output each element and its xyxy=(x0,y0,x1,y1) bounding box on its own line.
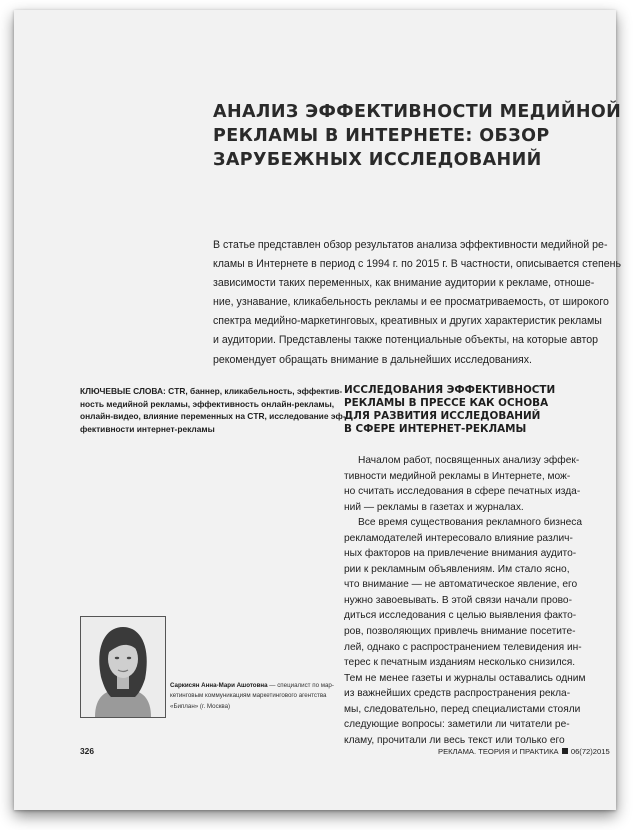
page-number: 326 xyxy=(80,746,94,756)
abstract xyxy=(213,236,622,370)
article-title-line: АНАЛИЗ ЭФФЕКТИВНОСТИ МЕДИЙНОЙ xyxy=(213,102,622,122)
article-title xyxy=(213,100,622,172)
body-line: Началом работ, посвященных анализу эффек- xyxy=(358,455,580,466)
body-line: тивности медийной рекламы в Интернете, мож- xyxy=(344,470,571,482)
keywords xyxy=(80,385,346,436)
body-line: диться исследования с целью выявления факто- xyxy=(344,610,577,622)
square-bullet-icon xyxy=(562,748,568,754)
body-line: из важнейших средств распространения рекла- xyxy=(344,688,571,700)
body-line: лей, однако с распространением телевидения ин- xyxy=(344,641,582,653)
abstract-line: кламы в Интернете в период с 1994 г. по 2015 г. В частности, описывается степень xyxy=(213,258,622,271)
journal-name: РЕКЛАМА. ТЕОРИЯ И ПРАКТИКА xyxy=(438,747,559,756)
body-line: Тем не менее газеты и журналы оставались одним xyxy=(344,672,586,684)
abstract-line: и аудитории. Представлены также потенциальные объекты, на которые автор xyxy=(213,334,599,347)
keywords-line: КЛЮЧЕВЫЕ СЛОВА: CTR, баннер, кликабельность, эффектив- xyxy=(80,386,343,396)
section-heading-line: В СФЕРЕ ИНТЕРНЕТ-РЕКЛАМЫ xyxy=(344,422,527,435)
body-line: кламу, прочитали ли весь текст или только его xyxy=(344,734,565,746)
body-line: рекламодателей интересовало влияние различ- xyxy=(344,532,573,544)
body-text xyxy=(344,453,596,748)
author-info xyxy=(170,681,340,712)
body-line: но считать исследования в сфере печатных изда- xyxy=(344,486,581,498)
section-heading-line: РЕКЛАМЫ В ПРЕССЕ КАК ОСНОВА xyxy=(344,396,549,409)
author-desc: — специалист по мар- xyxy=(267,682,334,689)
keywords-line: онлайн-видео, влияние переменных на CTR, исследование эф- xyxy=(80,411,346,422)
section-heading-line: ДЛЯ РАЗВИТИЯ ИССЛЕДОВАНИЙ xyxy=(344,409,541,422)
journal-footer xyxy=(438,747,610,756)
keywords-line: фективности интернет-рекламы xyxy=(80,424,215,435)
body-line: мы, следовательно, перед специалистами стояли xyxy=(344,703,581,715)
author-photo xyxy=(80,616,166,718)
body-line: ров, позволяющих привлечь внимание посетите- xyxy=(344,626,576,638)
body-line: что внимание — не автоматическое явление, его xyxy=(344,579,578,591)
body-line: ний — рекламы в газетах и журналах. xyxy=(344,501,524,513)
body-line: нужно завоевывать. В этой связи начали прово- xyxy=(344,594,572,606)
author-line: кетинговым коммуникациям маркетингового агентства xyxy=(170,692,327,700)
body-line: Все время существования рекламного бизнеса xyxy=(358,517,582,529)
author-portrait-icon xyxy=(81,617,165,717)
body-line: терес к печатным изданиям несколько снизился. xyxy=(344,657,576,669)
abstract-line: рекомендует обращать внимание в дальнейших исследованиях. xyxy=(213,353,532,366)
abstract-line: ние, узнавание, кликабельность рекламы и ее просматриваемость, от широкого xyxy=(213,296,609,309)
article-title-line: ЗАРУБЕЖНЫХ ИССЛЕДОВАНИЙ xyxy=(213,150,542,170)
body-line: ных факторов на привлечение внимания аудито- xyxy=(344,548,577,560)
journal-page xyxy=(14,10,622,810)
abstract-line: зависимости таких переменных, как внимание аудитории к рекламе, отноше- xyxy=(213,277,595,290)
section-heading-line: ИССЛЕДОВАНИЯ ЭФФЕКТИВНОСТИ xyxy=(344,384,556,396)
abstract-line: В статье представлен обзор результатов анализа эффективности медийной ре- xyxy=(213,239,608,251)
body-line: следующие вопросы: заметили ли читатели ре- xyxy=(344,719,570,731)
author-line xyxy=(170,681,340,691)
keywords-line: ность медийной рекламы, эффективность онлайн-рекламы, xyxy=(80,398,335,409)
article-title-line: РЕКЛАМЫ В ИНТЕРНЕТЕ: ОБЗОР xyxy=(213,126,550,146)
author-line: «Биплан» (г. Москва) xyxy=(170,702,231,710)
author-name: Саркисян Анна-Мари Ашотовна xyxy=(170,682,268,689)
section-heading xyxy=(344,384,604,436)
body-line: рии к рекламным объявлениям. Им стало ясно, xyxy=(344,563,570,575)
abstract-line: спектра медийно-маркетинговых, креативных и других характеристик рекламы xyxy=(213,315,602,328)
journal-issue: 06(72)2015 xyxy=(570,747,610,756)
